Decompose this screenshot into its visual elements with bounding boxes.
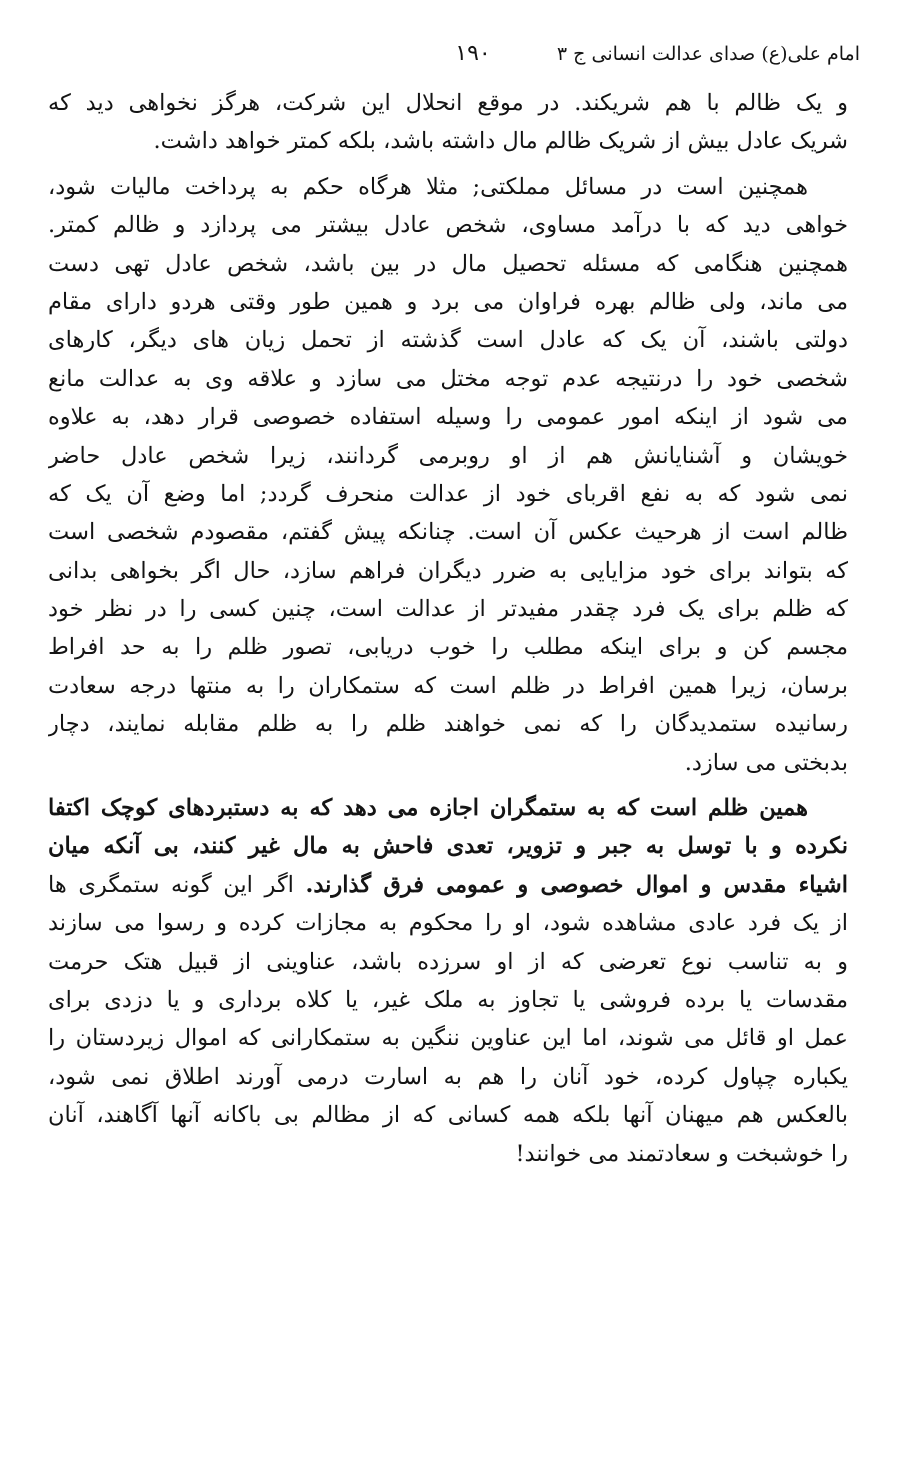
page-number: ۱۹۰ <box>455 41 491 66</box>
text-line: را خوشبخت و سعادتمند می خوانند! <box>515 1140 848 1167</box>
text-line: شخصی خود را درنتیجه عدم توجه مختل می سازد و علاقه وی به عدالت مانع <box>48 365 848 392</box>
text-line: بدبختی می سازد. <box>684 749 848 776</box>
text-line: خواهی دید که با درآمد مساوی، شخص عادل بیشتر می پردازد و ظالم کمتر. <box>48 212 848 239</box>
text-line: می شود از اینکه امور عمومی را وسیله استفاده خصوصی قرار دهد، به علاوه <box>48 404 848 431</box>
paragraph-3 <box>48 789 848 1173</box>
text-line: و به تناسب نوع تعرضی که از او سرزده باشد، عناوینی از قبیل هتک حرمت <box>48 948 848 975</box>
text-line: که بتواند برای خود مزایایی به ضرر دیگران فراهم سازد، حال اگر بخواهی بدانی <box>48 557 848 584</box>
text-line: یکباره چپاول کرده، خود آنان را هم به اسارت درمی آورند اطلاق نمی شود، <box>48 1063 848 1090</box>
text-line: همچنین است در مسائل مملکتی; مثلا هرگاه حکم به پرداخت مالیات شود، <box>48 173 809 200</box>
text-line: از یک فرد عادی مشاهده شود، او را محکوم به مجازات کرده و رسوا می سازند <box>48 910 848 937</box>
text-line: و یک ظالم با هم شریکند. در موقع انحلال این شرکت، هرگز نخواهی دید که <box>48 90 848 116</box>
text-line: می ماند، ولی ظالم بهره فراوان می برد و همین طور وقتی هردو دارای مقام <box>48 288 848 315</box>
running-title: امام علی(ع) صدای عدالت انسانی ج ۳ <box>556 43 860 65</box>
bold-text-line: همین ظلم است که به ستمگران اجازه می دهد که به دستبردهای کوچک اکتفا <box>48 795 808 822</box>
text-line: عمل او قائل می شوند، اما این عناوین ننگین به ستمکارانی که اموال زیردستان را <box>48 1025 848 1052</box>
text-line: مقدسات یا برده فروشی یا تجاوز به ملک غیر، یا کلاه برداری و یا دزدی برای <box>48 986 848 1013</box>
paragraph-2 <box>48 168 848 782</box>
text-line: شریک عادل بیش از شریک ظالم مال داشته باشد، بلکه کمتر خواهد داشت. <box>153 128 848 155</box>
text-line: همچنین هنگامی که مسئله تحصیل مال در بین باشد، شخص عادل تهی دست <box>48 250 848 277</box>
mixed-text-line <box>48 866 848 904</box>
body-text <box>48 84 848 1180</box>
bold-text-line: نکرده و با توسل به جبر و تزویر، تعدی فاحش به مال غیر کنند، بی آنکه میان <box>48 833 848 860</box>
text-line: خویشان و آشنایانش هم از او روبرمی گردانند، زیرا شخص عادل حاضر <box>48 442 848 469</box>
text-line: ظالم است از هرحیث عکس آن است. چنانکه پیش گفتم، مقصودم شخصی است <box>48 519 848 546</box>
page-header <box>40 34 860 74</box>
text-line: رسانیده ستمدیدگان را که نمی خواهند ظلم را به ظلم مقابله نمایند، دچار <box>48 711 848 738</box>
text-line: بالعکس هم میهنان آنها بلکه همه کسانی که از مظالم بی باکانه آنها آگاهند، آنان <box>48 1102 848 1129</box>
text-line: برسان، زیرا همین افراط در ظلم است که ستمکاران را به منتها درجه سعادت <box>48 672 848 699</box>
text-line: دولتی باشند، آن یک که عادل است گذشته از تحمل زیان های دیگر، کارهای <box>48 327 848 354</box>
text-line: نمی شود که به نفع اقربای خود از عدالت منحرف گردد; اما وضع آن یک که <box>48 480 848 507</box>
regular-phrase: اگر این گونه ستمگری ها <box>48 871 306 898</box>
text-line: که ظلم برای یک فرد چقدر مفیدتر از عدالت است، چنین کسی را در نظر خود <box>48 596 848 623</box>
text-line: مجسم کن و برای اینکه مطلب را خوب دریابی، تصور ظلم را به حد افراط <box>48 634 848 661</box>
paragraph-1 <box>48 84 848 161</box>
bold-phrase: اشیاء مقدس و اموال خصوصی و عمومی فرق گذارند. <box>305 871 848 898</box>
